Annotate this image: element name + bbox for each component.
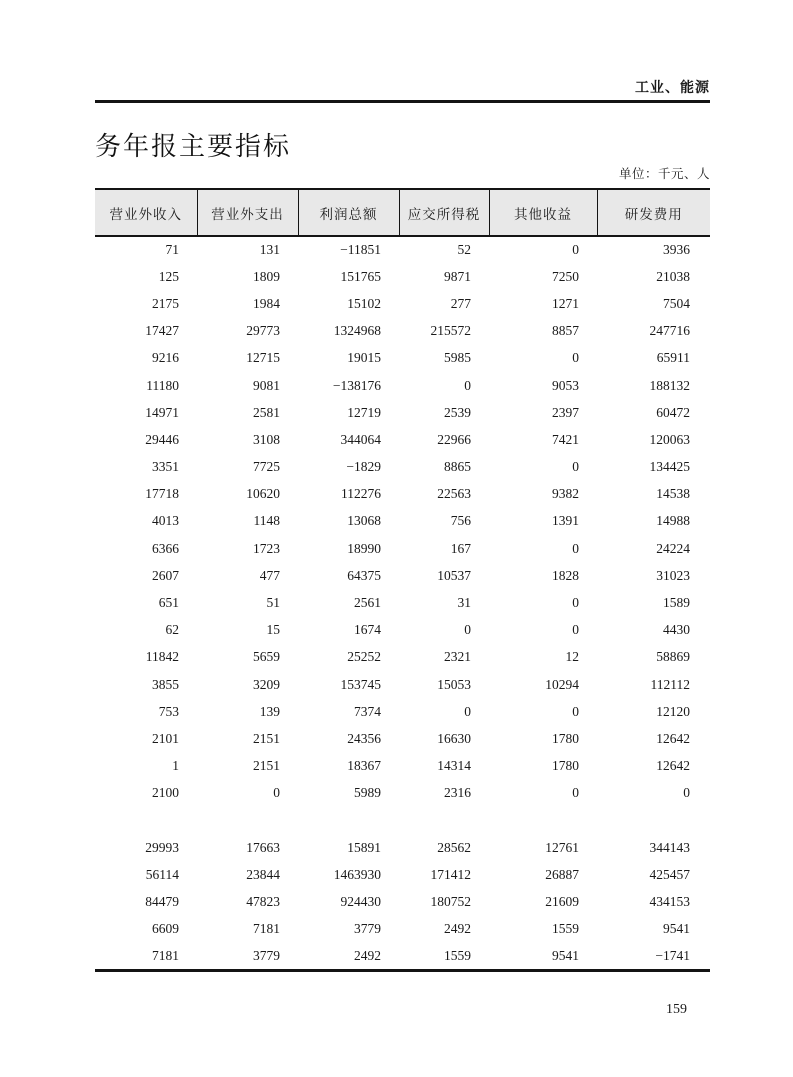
table-body bbox=[95, 236, 710, 970]
table-cell: 6609 bbox=[152, 921, 179, 937]
unit-note: 单位：千元、人 bbox=[618, 167, 710, 181]
table-cell: 71 bbox=[165, 242, 179, 258]
table-cell: 56114 bbox=[145, 866, 179, 882]
table-cell: 112112 bbox=[650, 676, 690, 692]
column-header: 应交所得税 bbox=[399, 189, 489, 236]
table-cell: 3351 bbox=[152, 459, 179, 475]
table-cell: 7374 bbox=[354, 703, 381, 719]
table-cell: 9871 bbox=[444, 268, 471, 284]
table-cell: 277 bbox=[450, 295, 471, 311]
column-header: 其他收益 bbox=[489, 189, 597, 236]
table-cell: 12642 bbox=[656, 730, 690, 746]
table-cell: 7181 bbox=[152, 947, 179, 963]
table-cell: 0 bbox=[572, 350, 579, 366]
table-cell: 2321 bbox=[444, 649, 471, 665]
table-cell: 1828 bbox=[552, 567, 579, 583]
table-cell: 0 bbox=[572, 785, 579, 801]
header-rule bbox=[95, 100, 710, 103]
table-cell: 7725 bbox=[253, 459, 280, 475]
table-cell: 29993 bbox=[145, 839, 179, 855]
table-row bbox=[95, 834, 710, 861]
table-row bbox=[95, 780, 710, 807]
column-header: 营业外支出 bbox=[197, 189, 298, 236]
table-cell: 1589 bbox=[663, 595, 690, 611]
table-cell: 29446 bbox=[145, 431, 179, 447]
table-cell: 15102 bbox=[347, 295, 381, 311]
table-cell: 8857 bbox=[552, 323, 579, 339]
table-cell: 125 bbox=[158, 268, 179, 284]
table-row bbox=[95, 889, 710, 916]
table-cell: 18367 bbox=[347, 758, 381, 774]
table-row bbox=[95, 263, 710, 290]
table-cell: 5659 bbox=[253, 649, 280, 665]
table-cell: 2607 bbox=[152, 567, 179, 583]
table-cell: 0 bbox=[683, 785, 690, 801]
table-cell: 13068 bbox=[347, 513, 381, 529]
table-cell: 2151 bbox=[253, 730, 280, 746]
table-cell: 18990 bbox=[347, 540, 381, 556]
table-cell: 3855 bbox=[152, 676, 179, 692]
table-cell: 19015 bbox=[347, 350, 381, 366]
table-cell: 84479 bbox=[145, 894, 179, 910]
table-cell: 215572 bbox=[430, 323, 471, 339]
table-cell: 12715 bbox=[246, 350, 280, 366]
page-number: 159 bbox=[666, 1002, 687, 1017]
table-cell: 151765 bbox=[340, 268, 381, 284]
table-row bbox=[95, 535, 710, 562]
table-cell: 5985 bbox=[444, 350, 471, 366]
table-cell: 1984 bbox=[253, 295, 280, 311]
table-cell: 477 bbox=[259, 567, 280, 583]
table-cell: 17718 bbox=[145, 486, 179, 502]
table-cell: 2151 bbox=[253, 758, 280, 774]
table-cell: 1463930 bbox=[333, 866, 381, 882]
table-cell: 15891 bbox=[347, 839, 381, 855]
table-row bbox=[95, 508, 710, 535]
table-cell: −1829 bbox=[346, 459, 381, 475]
table-row bbox=[95, 399, 710, 426]
table-cell: 9081 bbox=[253, 377, 280, 393]
table-cell: −1741 bbox=[655, 947, 690, 963]
table-cell: 12761 bbox=[545, 839, 579, 855]
table-row bbox=[95, 426, 710, 453]
table-cell: 7504 bbox=[663, 295, 690, 311]
table-cell: 12 bbox=[565, 649, 579, 665]
table-cell: 58869 bbox=[656, 649, 690, 665]
table-cell: 15053 bbox=[437, 676, 471, 692]
table-cell: 2100 bbox=[152, 785, 179, 801]
table-cell bbox=[399, 807, 489, 834]
table-cell bbox=[197, 807, 298, 834]
table-cell: 171412 bbox=[430, 866, 471, 882]
table-cell: 2492 bbox=[354, 947, 381, 963]
table-cell: 1780 bbox=[552, 730, 579, 746]
table-row bbox=[95, 589, 710, 616]
table-cell: 2492 bbox=[444, 921, 471, 937]
table-cell: 0 bbox=[464, 622, 471, 638]
column-header: 利润总额 bbox=[298, 189, 399, 236]
table-cell: 3936 bbox=[663, 242, 690, 258]
table-cell: 10620 bbox=[246, 486, 280, 502]
table-cell: 1559 bbox=[552, 921, 579, 937]
table-cell: 1271 bbox=[552, 295, 579, 311]
table-cell bbox=[597, 807, 710, 834]
table-row bbox=[95, 753, 710, 780]
table-cell: 3108 bbox=[253, 431, 280, 447]
table-cell bbox=[298, 807, 399, 834]
table-cell: 11842 bbox=[145, 649, 179, 665]
table-cell: 2581 bbox=[253, 404, 280, 420]
table-cell: 15 bbox=[266, 622, 280, 638]
table-cell: 21038 bbox=[656, 268, 690, 284]
table-cell: 7421 bbox=[552, 431, 579, 447]
table-cell: 12642 bbox=[656, 758, 690, 774]
table-row bbox=[95, 943, 710, 970]
table-cell: 247716 bbox=[649, 323, 690, 339]
table-cell: 131 bbox=[259, 242, 280, 258]
table-cell: 31023 bbox=[656, 567, 690, 583]
table-cell: 62 bbox=[165, 622, 179, 638]
table-cell: 0 bbox=[273, 785, 280, 801]
table-cell: 7181 bbox=[253, 921, 280, 937]
table-cell: 1391 bbox=[552, 513, 579, 529]
table-cell: 188132 bbox=[649, 377, 690, 393]
table-row bbox=[95, 454, 710, 481]
table-cell: 434153 bbox=[649, 894, 690, 910]
table-cell: 756 bbox=[450, 513, 471, 529]
table-row bbox=[95, 562, 710, 589]
table-cell: 22563 bbox=[437, 486, 471, 502]
table-cell: 9216 bbox=[152, 350, 179, 366]
table-cell: 2101 bbox=[152, 730, 179, 746]
table-cell: 60472 bbox=[656, 404, 690, 420]
table-cell: 134425 bbox=[649, 459, 690, 475]
page-title: 务年报主要指标 bbox=[95, 132, 292, 161]
table-cell: 167 bbox=[450, 540, 471, 556]
table-cell: 9541 bbox=[552, 947, 579, 963]
table-row bbox=[95, 481, 710, 508]
table-cell: 0 bbox=[464, 703, 471, 719]
table-cell: 0 bbox=[572, 703, 579, 719]
table-cell: 1674 bbox=[354, 622, 381, 638]
table-row bbox=[95, 916, 710, 943]
table-cell: 14971 bbox=[145, 404, 179, 420]
table-row bbox=[95, 861, 710, 888]
table-cell: 9382 bbox=[552, 486, 579, 502]
table-cell: 12120 bbox=[656, 703, 690, 719]
table-cell: 1809 bbox=[253, 268, 280, 284]
table-row bbox=[95, 644, 710, 671]
table-cell: 1723 bbox=[253, 540, 280, 556]
table-cell: 924430 bbox=[340, 894, 381, 910]
table-row bbox=[95, 290, 710, 317]
column-header: 研发费用 bbox=[597, 189, 710, 236]
table-cell: 2397 bbox=[552, 404, 579, 420]
table-cell: 2561 bbox=[354, 595, 381, 611]
table-cell: 5989 bbox=[354, 785, 381, 801]
table-cell: 112276 bbox=[341, 486, 381, 502]
table-cell: 14538 bbox=[656, 486, 690, 502]
table-cell: 29773 bbox=[246, 323, 280, 339]
table-cell bbox=[95, 807, 197, 834]
table-cell: −11851 bbox=[340, 242, 381, 258]
table-cell: 21609 bbox=[545, 894, 579, 910]
table-cell: 14314 bbox=[437, 758, 471, 774]
table-cell: 153745 bbox=[340, 676, 381, 692]
table-cell: 7250 bbox=[552, 268, 579, 284]
indicator-table bbox=[95, 188, 710, 972]
column-header: 营业外收入 bbox=[95, 189, 197, 236]
table-cell: 26887 bbox=[545, 866, 579, 882]
table-cell: 8865 bbox=[444, 459, 471, 475]
table-cell: 25252 bbox=[347, 649, 381, 665]
table-cell: 28562 bbox=[437, 839, 471, 855]
table-cell: 65911 bbox=[656, 350, 690, 366]
table-cell: 1780 bbox=[552, 758, 579, 774]
table-cell: 2539 bbox=[444, 404, 471, 420]
table-cell: −138176 bbox=[332, 377, 381, 393]
table-cell: 3779 bbox=[354, 921, 381, 937]
table-cell: 52 bbox=[457, 242, 471, 258]
table-cell: 0 bbox=[572, 540, 579, 556]
table-cell: 4430 bbox=[663, 622, 690, 638]
running-head: 工业、能源 bbox=[635, 81, 710, 96]
table-cell: 47823 bbox=[246, 894, 280, 910]
table-cell: 120063 bbox=[649, 431, 690, 447]
table-cell: 0 bbox=[572, 242, 579, 258]
table-cell: 64375 bbox=[347, 567, 381, 583]
table-row bbox=[95, 345, 710, 372]
table-cell: 0 bbox=[572, 622, 579, 638]
table-cell: 753 bbox=[158, 703, 179, 719]
table-cell: 3779 bbox=[253, 947, 280, 963]
table-row bbox=[95, 698, 710, 725]
table-cell: 651 bbox=[158, 595, 179, 611]
table-cell: 17427 bbox=[145, 323, 179, 339]
table-cell: 3209 bbox=[253, 676, 280, 692]
table-cell: 1559 bbox=[444, 947, 471, 963]
table-row bbox=[95, 807, 710, 834]
table-cell: 1 bbox=[172, 758, 179, 774]
table-cell: 12719 bbox=[347, 404, 381, 420]
table-cell: 425457 bbox=[649, 866, 690, 882]
table-cell: 0 bbox=[572, 595, 579, 611]
table-cell: 344064 bbox=[340, 431, 381, 447]
table-row bbox=[95, 671, 710, 698]
table-cell: 1148 bbox=[253, 513, 280, 529]
table-row bbox=[95, 318, 710, 345]
table-cell: 2175 bbox=[152, 295, 179, 311]
table-cell: 6366 bbox=[152, 540, 179, 556]
header-row bbox=[95, 189, 710, 236]
table-cell: 4013 bbox=[152, 513, 179, 529]
table-cell: 17663 bbox=[246, 839, 280, 855]
table-cell: 11180 bbox=[146, 377, 179, 393]
table-row bbox=[95, 372, 710, 399]
table-cell: 24356 bbox=[347, 730, 381, 746]
table-cell: 23844 bbox=[246, 866, 280, 882]
table-cell: 0 bbox=[572, 459, 579, 475]
table-cell: 22966 bbox=[437, 431, 471, 447]
table-cell: 180752 bbox=[430, 894, 471, 910]
table-cell: 10294 bbox=[545, 676, 579, 692]
table-cell: 9053 bbox=[552, 377, 579, 393]
table-cell: 10537 bbox=[437, 567, 471, 583]
table-cell: 9541 bbox=[663, 921, 690, 937]
table-row bbox=[95, 617, 710, 644]
table-cell: 16630 bbox=[437, 730, 471, 746]
table-cell: 0 bbox=[464, 377, 471, 393]
table-cell: 24224 bbox=[656, 540, 690, 556]
table-cell: 2316 bbox=[444, 785, 471, 801]
table-cell: 344143 bbox=[649, 839, 690, 855]
table-cell bbox=[489, 807, 597, 834]
table-cell: 139 bbox=[259, 703, 280, 719]
table-row bbox=[95, 725, 710, 752]
table-cell: 1324968 bbox=[333, 323, 381, 339]
table-cell: 14988 bbox=[656, 513, 690, 529]
table-cell: 31 bbox=[457, 595, 471, 611]
table-row bbox=[95, 236, 710, 263]
table-cell: 51 bbox=[266, 595, 280, 611]
